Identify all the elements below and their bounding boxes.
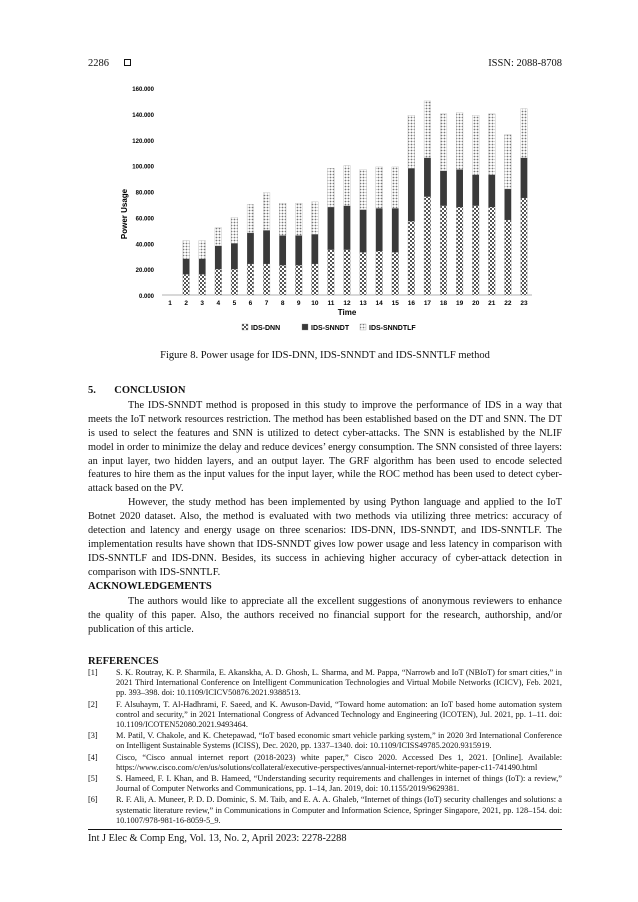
bar-ids-snndt bbox=[311, 234, 318, 264]
bar-ids-snndtlf bbox=[263, 193, 270, 231]
bar-ids-snndt bbox=[279, 235, 286, 265]
bar-ids-dnn bbox=[472, 206, 479, 295]
legend-label: IDS-SNNDTLF bbox=[369, 325, 416, 332]
bar-ids-dnn bbox=[344, 250, 351, 295]
bar-ids-snndt bbox=[295, 235, 302, 265]
reference-item bbox=[88, 753, 562, 773]
reference-text: S. K. Routray, K. P. Sharmila, E. Akanskha, A. D. Ghosh, L. Sharma, and M. Pappa, “Narrowb and IoT (NBIoT) for smart cities,” in 2021 Third International Conference on Intelligent Communication Technologies and Virtual Mobile Networks (ICICV), Feb. 2021, pp. 393–398. doi: 10.1109/ICICV50876.2021.9388513. bbox=[116, 668, 562, 698]
reference-item bbox=[88, 795, 562, 826]
bar-ids-dnn bbox=[279, 265, 286, 295]
y-tick-label: 0.000 bbox=[138, 294, 154, 300]
bar-ids-snndt bbox=[488, 175, 495, 207]
bar-ids-dnn bbox=[328, 250, 335, 295]
reference-text: Cisco, “Cisco annual internet report (2018-2023) white paper,” Cisco 2020. Accessed Des 1, 2021. [Online]. Available: https://www.cisco.com/c/en/us/solutions/collateral/executive-perspectives/annual-internet-report/white-paper-c11-741490.html bbox=[116, 752, 562, 772]
bar-ids-snndtlf bbox=[360, 170, 367, 210]
bar-ids-snndt bbox=[215, 246, 222, 269]
x-tick-label: 20 bbox=[472, 300, 480, 307]
bar-ids-snndtlf bbox=[424, 101, 431, 158]
y-tick-label: 120.000 bbox=[132, 138, 154, 145]
legend-label: IDS-SNNDT bbox=[311, 325, 350, 332]
reference-item bbox=[88, 668, 562, 699]
footer-rule bbox=[88, 829, 562, 830]
bar-ids-snndtlf bbox=[408, 115, 415, 168]
bar-ids-snndt bbox=[392, 208, 399, 252]
bar-ids-snndt bbox=[328, 207, 335, 250]
bar-ids-snndt bbox=[456, 170, 463, 208]
bar-ids-snndt bbox=[376, 208, 383, 251]
bar-ids-dnn bbox=[440, 206, 447, 295]
bar-ids-dnn bbox=[376, 251, 383, 295]
bar-ids-snndtlf bbox=[521, 109, 528, 158]
conclusion-section bbox=[88, 384, 562, 580]
x-tick-label: 9 bbox=[296, 300, 301, 307]
bar-ids-dnn bbox=[183, 274, 190, 295]
reference-text: F. Alsuhaym, T. Al-Hadhrami, F. Saeed, and K. Awuson-David, “Toward home automation: an IoT based home automation system control and security,” in 2021 International Congress of Advanced Technology and Engineering (ICOTEN), Jul. 2021, pp. 1–11. doi: 10.1109/ICOTEN52080.2021.9493464. bbox=[116, 699, 562, 730]
x-tick-label: 2 bbox=[184, 300, 188, 307]
bar-ids-snndtlf bbox=[183, 241, 190, 259]
x-tick-label: 14 bbox=[375, 300, 383, 307]
bar-ids-dnn bbox=[408, 221, 415, 295]
legend-swatch bbox=[242, 324, 248, 330]
x-tick-label: 1 bbox=[168, 300, 172, 307]
bar-ids-snndt bbox=[231, 243, 238, 269]
bar-ids-snndt bbox=[521, 158, 528, 198]
bar-ids-snndtlf bbox=[488, 114, 495, 175]
bar-ids-snndtlf bbox=[376, 167, 383, 208]
reference-number: [1] bbox=[88, 668, 98, 677]
bar-ids-snndtlf bbox=[440, 114, 447, 171]
bar-ids-snndtlf bbox=[392, 167, 399, 208]
y-tick-label: 160.000 bbox=[132, 87, 154, 93]
y-tick-label: 140.000 bbox=[132, 112, 154, 119]
x-tick-label: 13 bbox=[359, 300, 367, 307]
reference-item bbox=[88, 774, 562, 794]
x-tick-label: 6 bbox=[248, 300, 253, 307]
bar-ids-snndt bbox=[247, 233, 254, 264]
y-axis-label: Power Usage bbox=[120, 188, 129, 240]
section-heading: REFERENCES bbox=[88, 656, 159, 667]
bar-ids-snndtlf bbox=[231, 217, 238, 243]
bar-ids-snndt bbox=[424, 158, 431, 197]
bar-ids-snndt bbox=[472, 175, 479, 206]
x-axis bbox=[168, 300, 528, 307]
paragraph: The IDS-SNNDT method is proposed in this study to improve the performance of IDS in a way that meets the IoT network resources restriction. The method has been established based on the DT and SNN. The DT is used to select the features and SNN is utilized to detect cyber-attacks. The SNN is established by the NLIF model in order to minimize the delay and reduce devices’ energy consumption. The SNN consisted of three layers: an input layer, two hidden layers, and an output layer. The GRF algorithm has been used to encode selected features to hire them as the input values for the input layer, while the ROC method has been used to detect cyber-attack based on the PV. bbox=[88, 399, 562, 495]
bar-ids-dnn bbox=[360, 252, 367, 295]
x-tick-label: 3 bbox=[200, 300, 205, 307]
chart-legend bbox=[242, 324, 416, 332]
bar-ids-dnn bbox=[295, 265, 302, 295]
footer-journal: Int J Elec & Comp Eng, Vol. 13, No. 2, April 2023: 2278-2288 bbox=[88, 833, 347, 844]
x-tick-label: 21 bbox=[488, 300, 496, 307]
issn: ISSN: 2088-8708 bbox=[488, 58, 562, 69]
y-tick-label: 60.000 bbox=[135, 216, 154, 223]
x-tick-label: 11 bbox=[327, 300, 335, 307]
bar-ids-snndtlf bbox=[199, 241, 206, 259]
reference-number: [5] bbox=[88, 774, 98, 784]
bar-ids-dnn bbox=[311, 264, 318, 295]
x-tick-label: 12 bbox=[343, 300, 351, 307]
bar-ids-snndt bbox=[440, 171, 447, 206]
x-tick-label: 5 bbox=[232, 300, 237, 307]
bar-ids-snndt bbox=[263, 230, 270, 264]
bar-ids-snndt bbox=[199, 259, 206, 275]
x-tick-label: 18 bbox=[439, 300, 448, 307]
bar-ids-snndtlf bbox=[472, 115, 479, 175]
bar-ids-snndtlf bbox=[215, 228, 222, 246]
bar-ids-snndtlf bbox=[295, 203, 302, 235]
bar-ids-snndtlf bbox=[328, 168, 335, 207]
bar-ids-snndtlf bbox=[311, 202, 318, 234]
x-tick-label: 19 bbox=[455, 300, 464, 307]
bar-ids-snndt bbox=[344, 206, 351, 250]
bar-ids-snndtlf bbox=[247, 204, 254, 232]
bar-ids-snndt bbox=[360, 210, 367, 253]
x-tick-label: 22 bbox=[504, 300, 512, 307]
bar-ids-dnn bbox=[504, 220, 511, 295]
x-tick-label: 7 bbox=[264, 300, 269, 307]
y-tick-label: 20.000 bbox=[135, 268, 154, 275]
bar-ids-dnn bbox=[488, 207, 495, 295]
paragraph: However, the study method has been implemented by using Python language and applied to the IoT Botnet 2020 dataset. Also, the method is evaluated with two methods via utilizing three metrics: accuracy of detection and latency and energy usage on three scenarios: IDS-DNN, IDS-SNNDT, and IDS-SNNTLF. The implementation results have shown that IDS-SNNDT gives low power usage and less latency in comparison with IDS-SNNTLF and IDS-DNN. Besides, its success in achieving higher accuracy of cyber-attack detection in comparison with IDS-SNNTLF. bbox=[88, 497, 562, 578]
bar-ids-dnn bbox=[263, 264, 270, 295]
x-tick-label: 8 bbox=[280, 300, 285, 307]
bar-ids-dnn bbox=[392, 252, 399, 295]
bar-ids-snndt bbox=[183, 259, 190, 275]
reference-item bbox=[88, 700, 562, 731]
reference-item bbox=[88, 731, 562, 751]
bar-ids-snndtlf bbox=[504, 135, 511, 189]
x-tick-label: 17 bbox=[423, 300, 432, 307]
figure-caption: Figure 8. Power usage for IDS-DNN, IDS-SNNDT and IDS-SNNTLF method bbox=[160, 350, 490, 361]
reference-number: [6] bbox=[88, 795, 98, 805]
bar-ids-snndt bbox=[504, 189, 511, 220]
bar-ids-snndtlf bbox=[279, 203, 286, 235]
legend-swatch bbox=[302, 324, 308, 330]
x-axis-label: Time bbox=[337, 308, 357, 317]
x-tick-label: 23 bbox=[520, 300, 528, 307]
section-heading: 5. CONCLUSION bbox=[88, 385, 186, 396]
bar-ids-snndtlf bbox=[456, 113, 463, 170]
bar-ids-snndtlf bbox=[344, 166, 351, 206]
acknowledgements-section bbox=[88, 580, 562, 637]
square-icon bbox=[124, 59, 131, 66]
y-tick-label: 80.000 bbox=[135, 190, 154, 197]
y-tick-label: 40.000 bbox=[135, 242, 154, 249]
bar-ids-dnn bbox=[424, 197, 431, 295]
x-tick-label: 16 bbox=[407, 300, 415, 307]
bar-ids-dnn bbox=[215, 269, 222, 295]
legend-label: IDS-DNN bbox=[251, 325, 281, 332]
bar-ids-snndt bbox=[408, 168, 415, 221]
section-heading: ACKNOWLEDGEMENTS bbox=[88, 581, 212, 592]
power-usage-chart bbox=[110, 80, 550, 340]
reference-number: [3] bbox=[88, 731, 98, 741]
bar-ids-dnn bbox=[521, 198, 528, 295]
x-tick-label: 10 bbox=[311, 300, 319, 307]
paragraph: The authors would like to appreciate all the excellent suggestions of anonymous reviewers to enhance the quality of this paper. Also, the authors received no financial support for the research, authorship, and/or publication of this article. bbox=[88, 595, 562, 635]
bars bbox=[183, 101, 528, 295]
reference-number: [2] bbox=[88, 699, 98, 709]
reference-number: [4] bbox=[88, 752, 98, 762]
reference-text: M. Patil, V. Chakole, and K. Chetepawad, “IoT based economic smart vehicle parking system,” in 2020 3rd International Conference on Intelligent Sustainable Systems (ICISS), Dec. 2020, pp. 1337–1340. doi: 10.1109/ICISS49785.2020.9315919. bbox=[116, 731, 562, 751]
reference-text: S. Hameed, F. I. Khan, and B. Hameed, “Understanding security requirements and challenges in internet of things (IoT): a review,” Journal of Computer Networks and Communications, pp. 1–14, Jan. 2019, doi: 10.1155/2019/9629381. bbox=[116, 774, 562, 794]
page-number: 2286 bbox=[88, 58, 109, 69]
x-tick-label: 4 bbox=[216, 300, 221, 307]
bar-ids-dnn bbox=[247, 264, 254, 295]
y-tick-label: 100.000 bbox=[132, 164, 154, 171]
references-section bbox=[88, 656, 562, 827]
x-tick-label: 15 bbox=[391, 300, 399, 307]
legend-swatch bbox=[360, 324, 366, 330]
bar-ids-dnn bbox=[456, 207, 463, 295]
bar-ids-dnn bbox=[199, 274, 206, 295]
bar-ids-dnn bbox=[231, 269, 238, 295]
reference-text: R. F. Ali, A. Muneer, P. D. D. Dominic, S. M. Taib, and E. A. A. Ghaleb, “Internet of things (IoT) security challenges and solutions: a systematic literature review,” in Communications in Computer and Information Science, Springer Singapore, 2021, pp. 128–154. doi: 10.1007/978-981-16-8059-5_9. bbox=[116, 795, 562, 825]
